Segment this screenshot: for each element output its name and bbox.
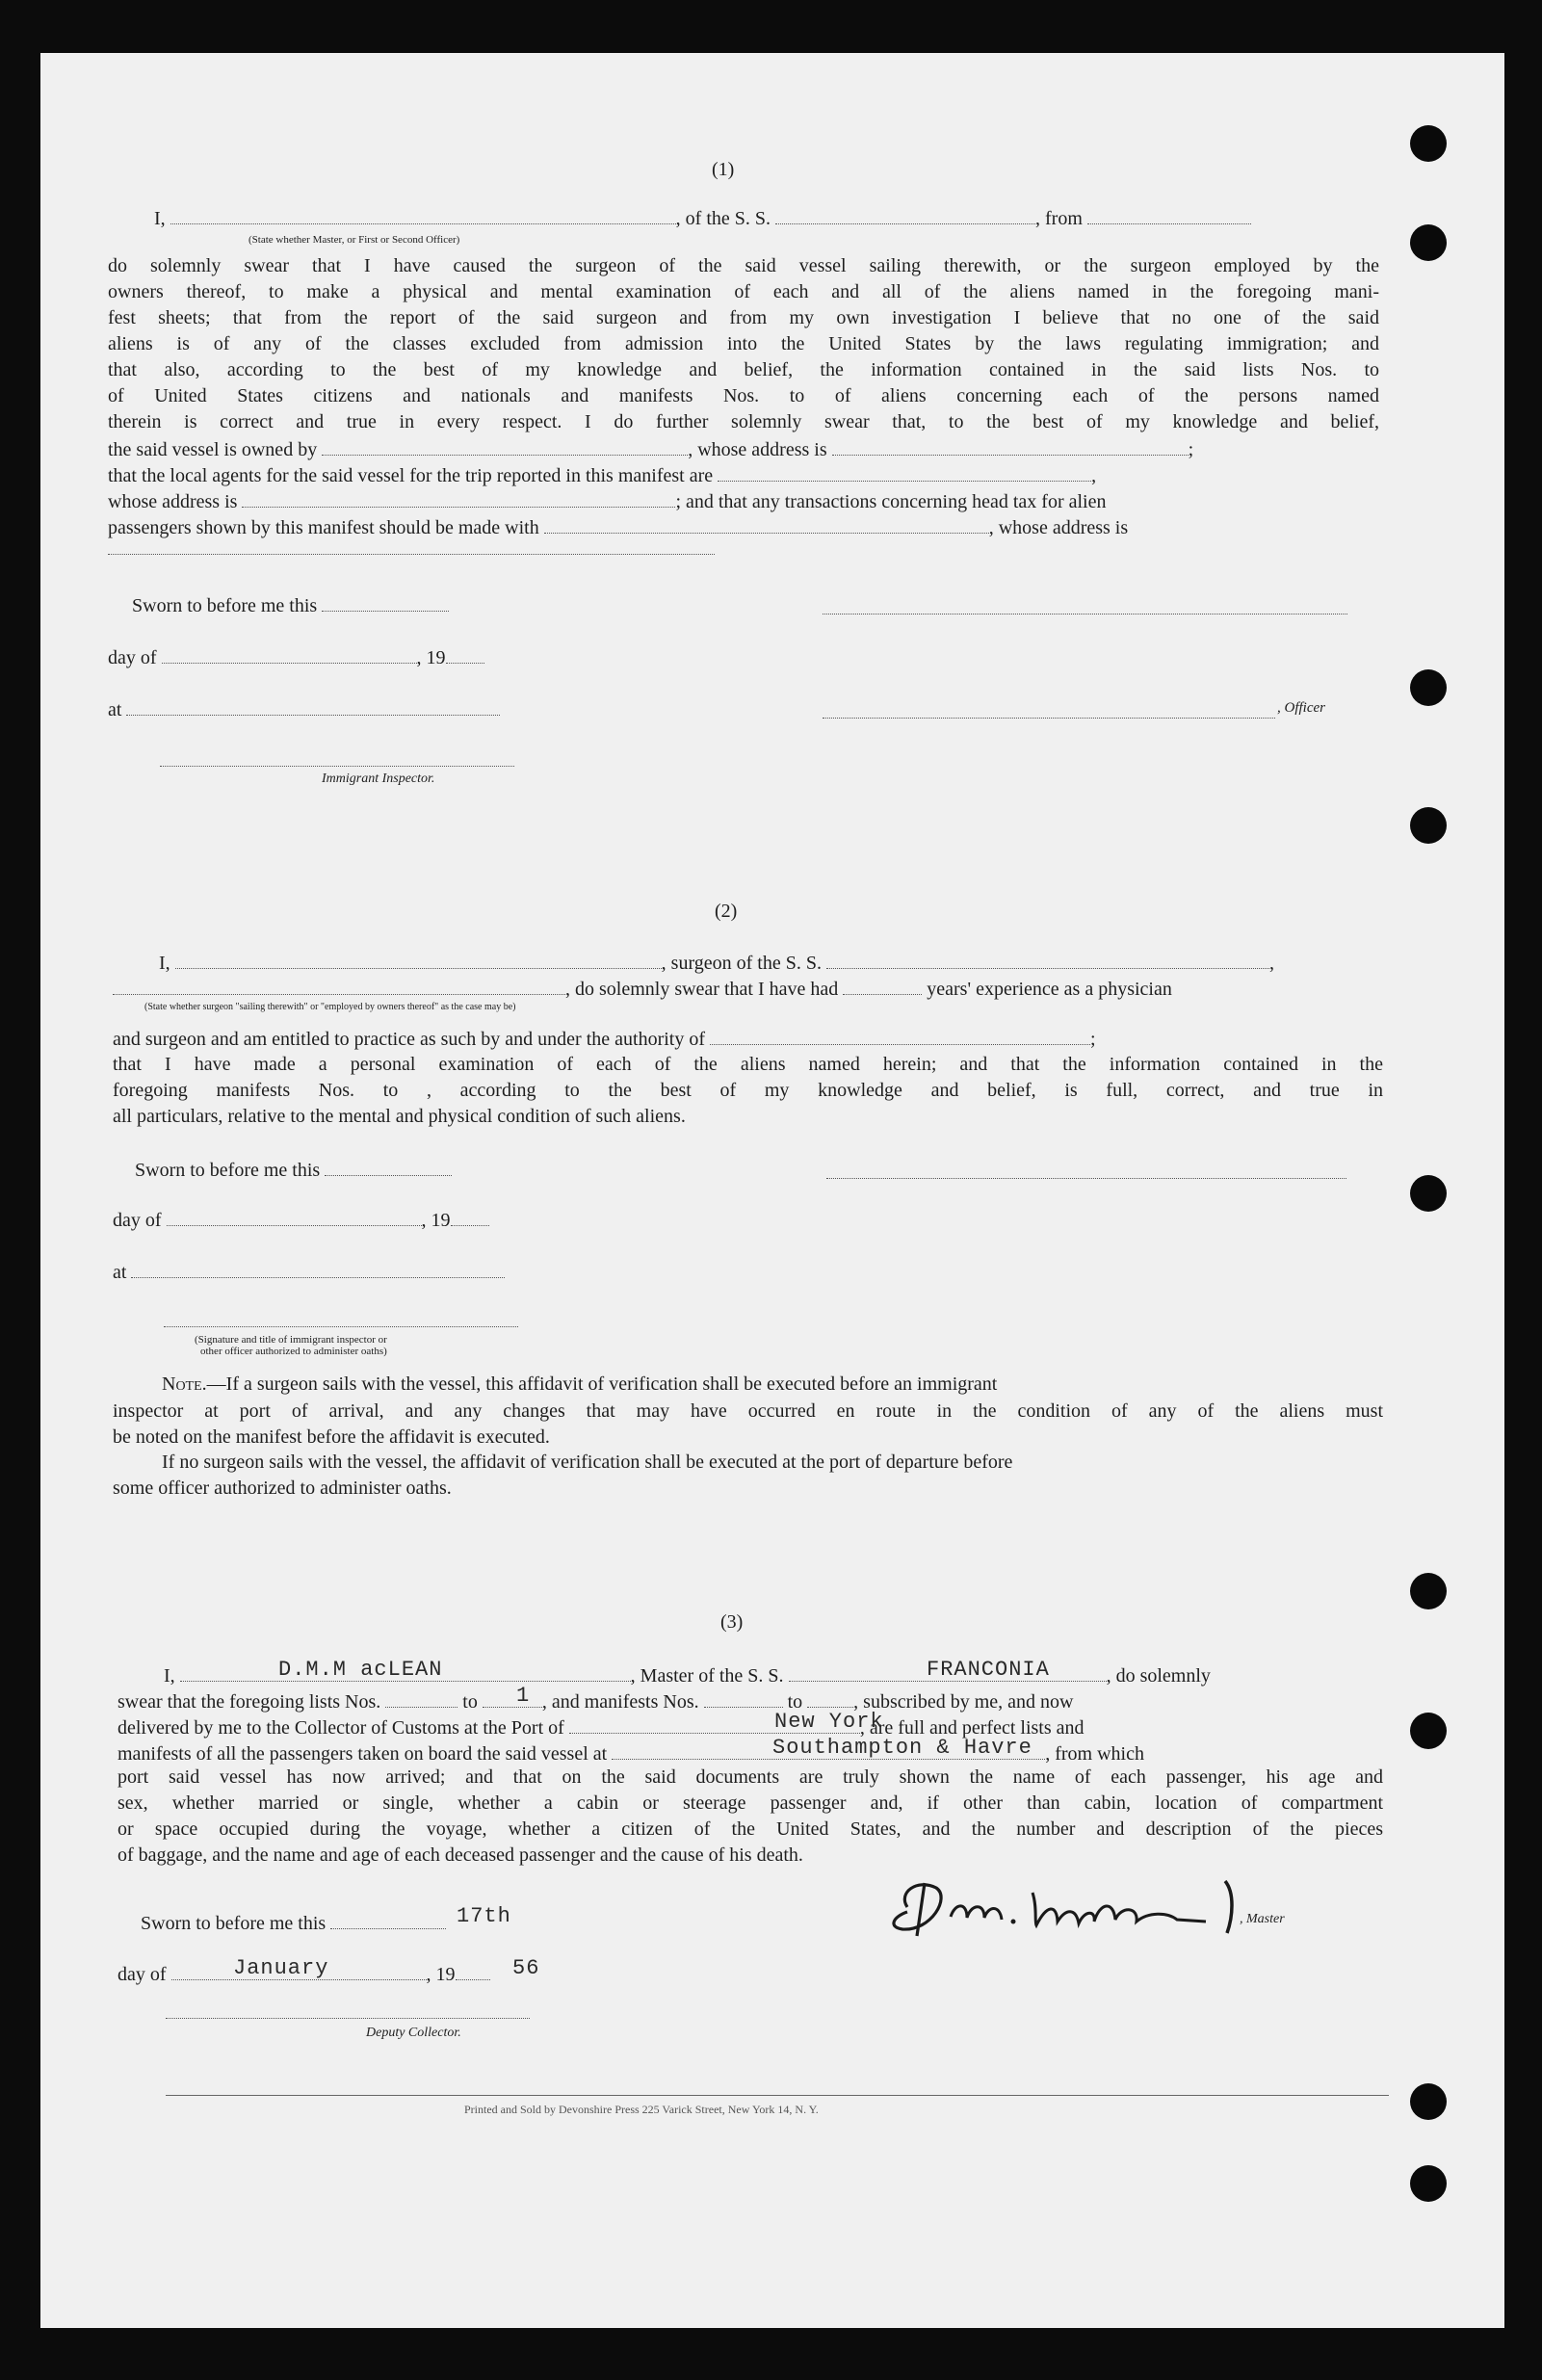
agent-address-label: whose address is	[108, 491, 238, 512]
footer-rule	[166, 2095, 1389, 2096]
punch-hole	[1410, 2165, 1447, 2202]
manifests-all-text: manifests of all the passengers taken on board the said vessel at	[118, 1743, 608, 1765]
day-of-label: day of	[108, 647, 157, 668]
note-line-4	[162, 1451, 1012, 1474]
section-3-lead: I,	[164, 1665, 175, 1687]
lists-line	[118, 1690, 1073, 1713]
delivered-text: delivered by me to the Collector of Customs at the Port of	[118, 1717, 564, 1739]
ship-blank	[775, 207, 1035, 224]
oath-line: therein is correct and true in every respect. I do further solemnly swear that, to the best of my knowledge and belief,	[108, 411, 1379, 432]
sworn-day-blank	[330, 1912, 446, 1929]
month-blank	[167, 1209, 422, 1226]
owner-blank	[322, 438, 688, 456]
oath-line: port said vessel has now arrived; and that on the said documents are truly shown the name of each passenger, his age and	[118, 1766, 1383, 1788]
year-value: 56	[512, 1956, 540, 1980]
section-3-number: (3)	[720, 1611, 744, 1633]
section-1-oath-text	[108, 253, 1379, 435]
officer-blank	[170, 207, 676, 224]
and-manifests-text: , and manifests Nos.	[541, 1691, 699, 1713]
s2-day-line	[113, 1209, 489, 1232]
surgeon-name-blank	[175, 952, 662, 969]
year-prefix: , 19	[421, 1210, 451, 1231]
officer-note: (State whether Master, or First or Second Officer)	[248, 234, 460, 246]
year-blank	[456, 1963, 490, 1980]
years-blank	[843, 978, 922, 995]
surgeon-of-label: , surgeon of the S. S.	[661, 953, 822, 974]
note-line-5	[113, 1477, 452, 1500]
list-from-value: 1	[516, 1684, 531, 1708]
oath-line: sex, whether married or single, whether a cabin or steerage passenger and, if other than cabin, location of compartment	[118, 1792, 1383, 1814]
manifest-to-blank	[807, 1690, 853, 1708]
authority-text: and surgeon and am entitled to practice as such by and under the authority of	[113, 1029, 705, 1050]
note-line-1	[162, 1373, 1383, 1396]
swear-lists-text: swear that the foregoing lists Nos.	[118, 1691, 381, 1713]
s2-sworn-line	[135, 1159, 452, 1182]
punch-hole	[1410, 1573, 1447, 1609]
punch-hole	[1410, 807, 1447, 844]
section-1-intro-line	[154, 207, 1251, 230]
sworn-label: Sworn to before me this	[132, 595, 318, 616]
s1-sworn-line	[132, 594, 449, 617]
deputy-collector-label: Deputy Collector.	[366, 2026, 461, 2040]
ship-name-value: FRANCONIA	[927, 1658, 1050, 1682]
month-value: January	[233, 1956, 329, 1980]
sig-note-2: other officer authorized to administer oaths)	[200, 1346, 387, 1357]
oath-line: foregoing manifests Nos. to , according to the best of my knowledge and belief, is full, correct, and true in	[113, 1080, 1383, 1101]
to-label: to	[462, 1691, 478, 1713]
place-blank	[131, 1261, 505, 1278]
s2-surgeon-signature-line	[826, 1178, 1346, 1179]
oath-line: or space occupied during the voyage, whether a citizen of the United States, and the number and description of the pieces	[118, 1818, 1383, 1840]
oath-line: that I have made a personal examination of each of the aliens named herein; and that the information contained in the	[113, 1054, 1383, 1075]
passengers-text: passengers shown by this manifest should be made with	[108, 517, 539, 538]
owned-by-label: the said vessel is owned by	[108, 439, 318, 460]
oath-line: do solemnly swear that I have caused the surgeon of the said vessel sailing therewith, or the surgeon employed by the	[108, 255, 1379, 276]
sworn-label: Sworn to before me this	[141, 1913, 327, 1934]
s1-officer-signature-line	[823, 718, 1275, 719]
s2-inspector-signature-line	[164, 1326, 518, 1327]
port-value: New York	[774, 1710, 884, 1734]
section-2-swear-line	[113, 978, 1172, 1001]
from-label: , from	[1035, 208, 1083, 229]
master-label: , Master	[1240, 1912, 1285, 1926]
whose-address-label: , whose address is	[688, 439, 827, 460]
to-label: to	[787, 1691, 803, 1713]
owner-address-blank	[832, 438, 1189, 456]
oath-line: owners thereof, to make a physical and mental examination of each and all of the aliens named in the foregoing mani-	[108, 281, 1379, 302]
whose-address-label-2: , whose address is	[988, 517, 1129, 538]
punch-hole	[1410, 125, 1447, 162]
year-prefix: , 19	[426, 1964, 456, 1985]
local-agents-line: that the local agents for the said vessel for the trip reported in this manifest are ,	[108, 465, 1097, 486]
from-blank	[1087, 207, 1251, 224]
authority-line: and surgeon and am entitled to practice as such by and under the authority of ;	[113, 1029, 1096, 1050]
oath-line: of United States citizens and nationals and manifests Nos. to of aliens concerning each of the persons named	[108, 385, 1379, 406]
authority-blank	[710, 1028, 1090, 1045]
inspector-label: Immigrant Inspector.	[322, 772, 435, 786]
punch-hole	[1410, 1713, 1447, 1749]
head-tax-line	[108, 516, 1128, 539]
manifest-from-blank	[704, 1690, 783, 1708]
manifest-affidavit-page	[40, 53, 1504, 2328]
years-text: years' experience as a physician	[927, 979, 1172, 1000]
note-body	[113, 1399, 1383, 1451]
punch-hole	[1410, 2083, 1447, 2120]
s2-at-line	[113, 1261, 505, 1284]
section-2-oath-text	[113, 1052, 1383, 1130]
are-full-text: , are full and perfect lists and	[859, 1717, 1085, 1739]
agents-blank	[718, 464, 1091, 482]
head-tax-party-blank	[544, 516, 989, 534]
punch-hole	[1410, 224, 1447, 261]
note-text: some officer authorized to administer oaths.	[113, 1478, 452, 1499]
list-from-blank	[385, 1690, 457, 1708]
inspector-signature-line	[160, 766, 514, 767]
sworn-day-blank	[322, 594, 449, 612]
note-text: inspector at port of arrival, and any changes that may have occurred en route in the condition of any of the aliens must	[113, 1400, 1383, 1422]
section-3-oath-text	[118, 1765, 1383, 1869]
section-1-lead: I,	[154, 208, 166, 229]
section-1-number: (1)	[712, 159, 735, 180]
at-label: at	[113, 1262, 127, 1283]
local-agents-label: that the local agents for the said vessel for the trip reported in this manifest are	[108, 465, 714, 486]
day-of-label: day of	[113, 1210, 162, 1231]
surgeon-note: (State whether surgeon "sailing therewith" or "employed by owners thereof" as the case may be)	[144, 1002, 516, 1012]
place-blank	[126, 698, 500, 716]
subscribed-text: , subscribed by me, and now	[853, 1691, 1074, 1713]
year-prefix: , 19	[416, 647, 446, 668]
section-2-intro-line: I, , surgeon of the S. S. ,	[159, 953, 1274, 974]
month-blank	[162, 646, 417, 664]
section-2-number: (2)	[715, 901, 738, 922]
note-text: be noted on the manifest before the affidavit is executed.	[113, 1426, 550, 1448]
head-tax-text: ; and that any transactions concerning head tax for alien	[675, 491, 1107, 512]
punch-hole	[1410, 1175, 1447, 1212]
printer-credit: Printed and Sold by Devonshire Press 225 Varick Street, New York 14, N. Y.	[464, 2103, 819, 2116]
section-2-lead: I,	[159, 953, 170, 974]
s1-at-line	[108, 698, 500, 721]
s1-day-line	[108, 646, 484, 669]
punch-hole	[1410, 669, 1447, 706]
surgeon-status-blank	[113, 978, 565, 995]
deputy-collector-signature-line	[166, 2018, 530, 2019]
agent-address-blank	[242, 490, 675, 508]
sworn-day-value: 17th	[457, 1904, 511, 1928]
year-blank	[451, 1209, 489, 1226]
solemnly-label: , do solemnly	[1106, 1665, 1211, 1687]
note-label: Note.	[162, 1373, 207, 1395]
whose-address-line	[108, 490, 1107, 513]
departure-value: Southampton & Havre	[772, 1736, 1032, 1760]
day-of-label: day of	[118, 1964, 167, 1985]
note-text: —If a surgeon sails with the vessel, this affidavit of verification shall be executed before an immigrant	[206, 1373, 998, 1395]
master-signature	[878, 1864, 1331, 1950]
oath-line: fest sheets; that from the report of the said surgeon and from my own investigation I believe that no one of the said	[108, 307, 1379, 328]
from-which-text: , from which	[1045, 1743, 1144, 1765]
note-text: If no surgeon sails with the vessel, the affidavit of verification shall be executed at the port of departure before	[162, 1452, 1013, 1473]
oath-line: aliens is of any of the classes excluded from admission into the United States by the laws regulating immigration; and	[108, 333, 1379, 354]
swear-text: , do solemnly swear that I have had	[565, 979, 839, 1000]
s3-sworn-line	[141, 1912, 446, 1935]
oath-line: all particulars, relative to the mental and physical condition of such aliens.	[113, 1106, 686, 1127]
oath-line: of baggage, and the name and age of each deceased passenger and the cause of his death.	[118, 1844, 803, 1866]
year-blank	[446, 646, 484, 664]
s1-master-signature-line	[823, 614, 1347, 615]
head-tax-address-blank	[108, 554, 715, 555]
sig-note-1: (Signature and title of immigrant inspector or	[195, 1334, 387, 1346]
sworn-label: Sworn to before me this	[135, 1160, 321, 1181]
owned-by-line: the said vessel is owned by , whose address is ;	[108, 439, 1194, 460]
list-to-blank	[483, 1690, 542, 1708]
sworn-day-blank	[325, 1159, 452, 1176]
at-label: at	[108, 699, 122, 720]
master-of-label: , Master of the S. S.	[630, 1665, 784, 1687]
s2-ship-blank	[826, 952, 1269, 969]
of-ss-label: , of the S. S.	[675, 208, 771, 229]
officer-label: , Officer	[1277, 700, 1325, 716]
master-name-value: D.M.M acLEAN	[278, 1658, 443, 1682]
oath-line: that also, according to the best of my knowledge and belief, the information contained in the said lists Nos. to	[108, 359, 1379, 380]
